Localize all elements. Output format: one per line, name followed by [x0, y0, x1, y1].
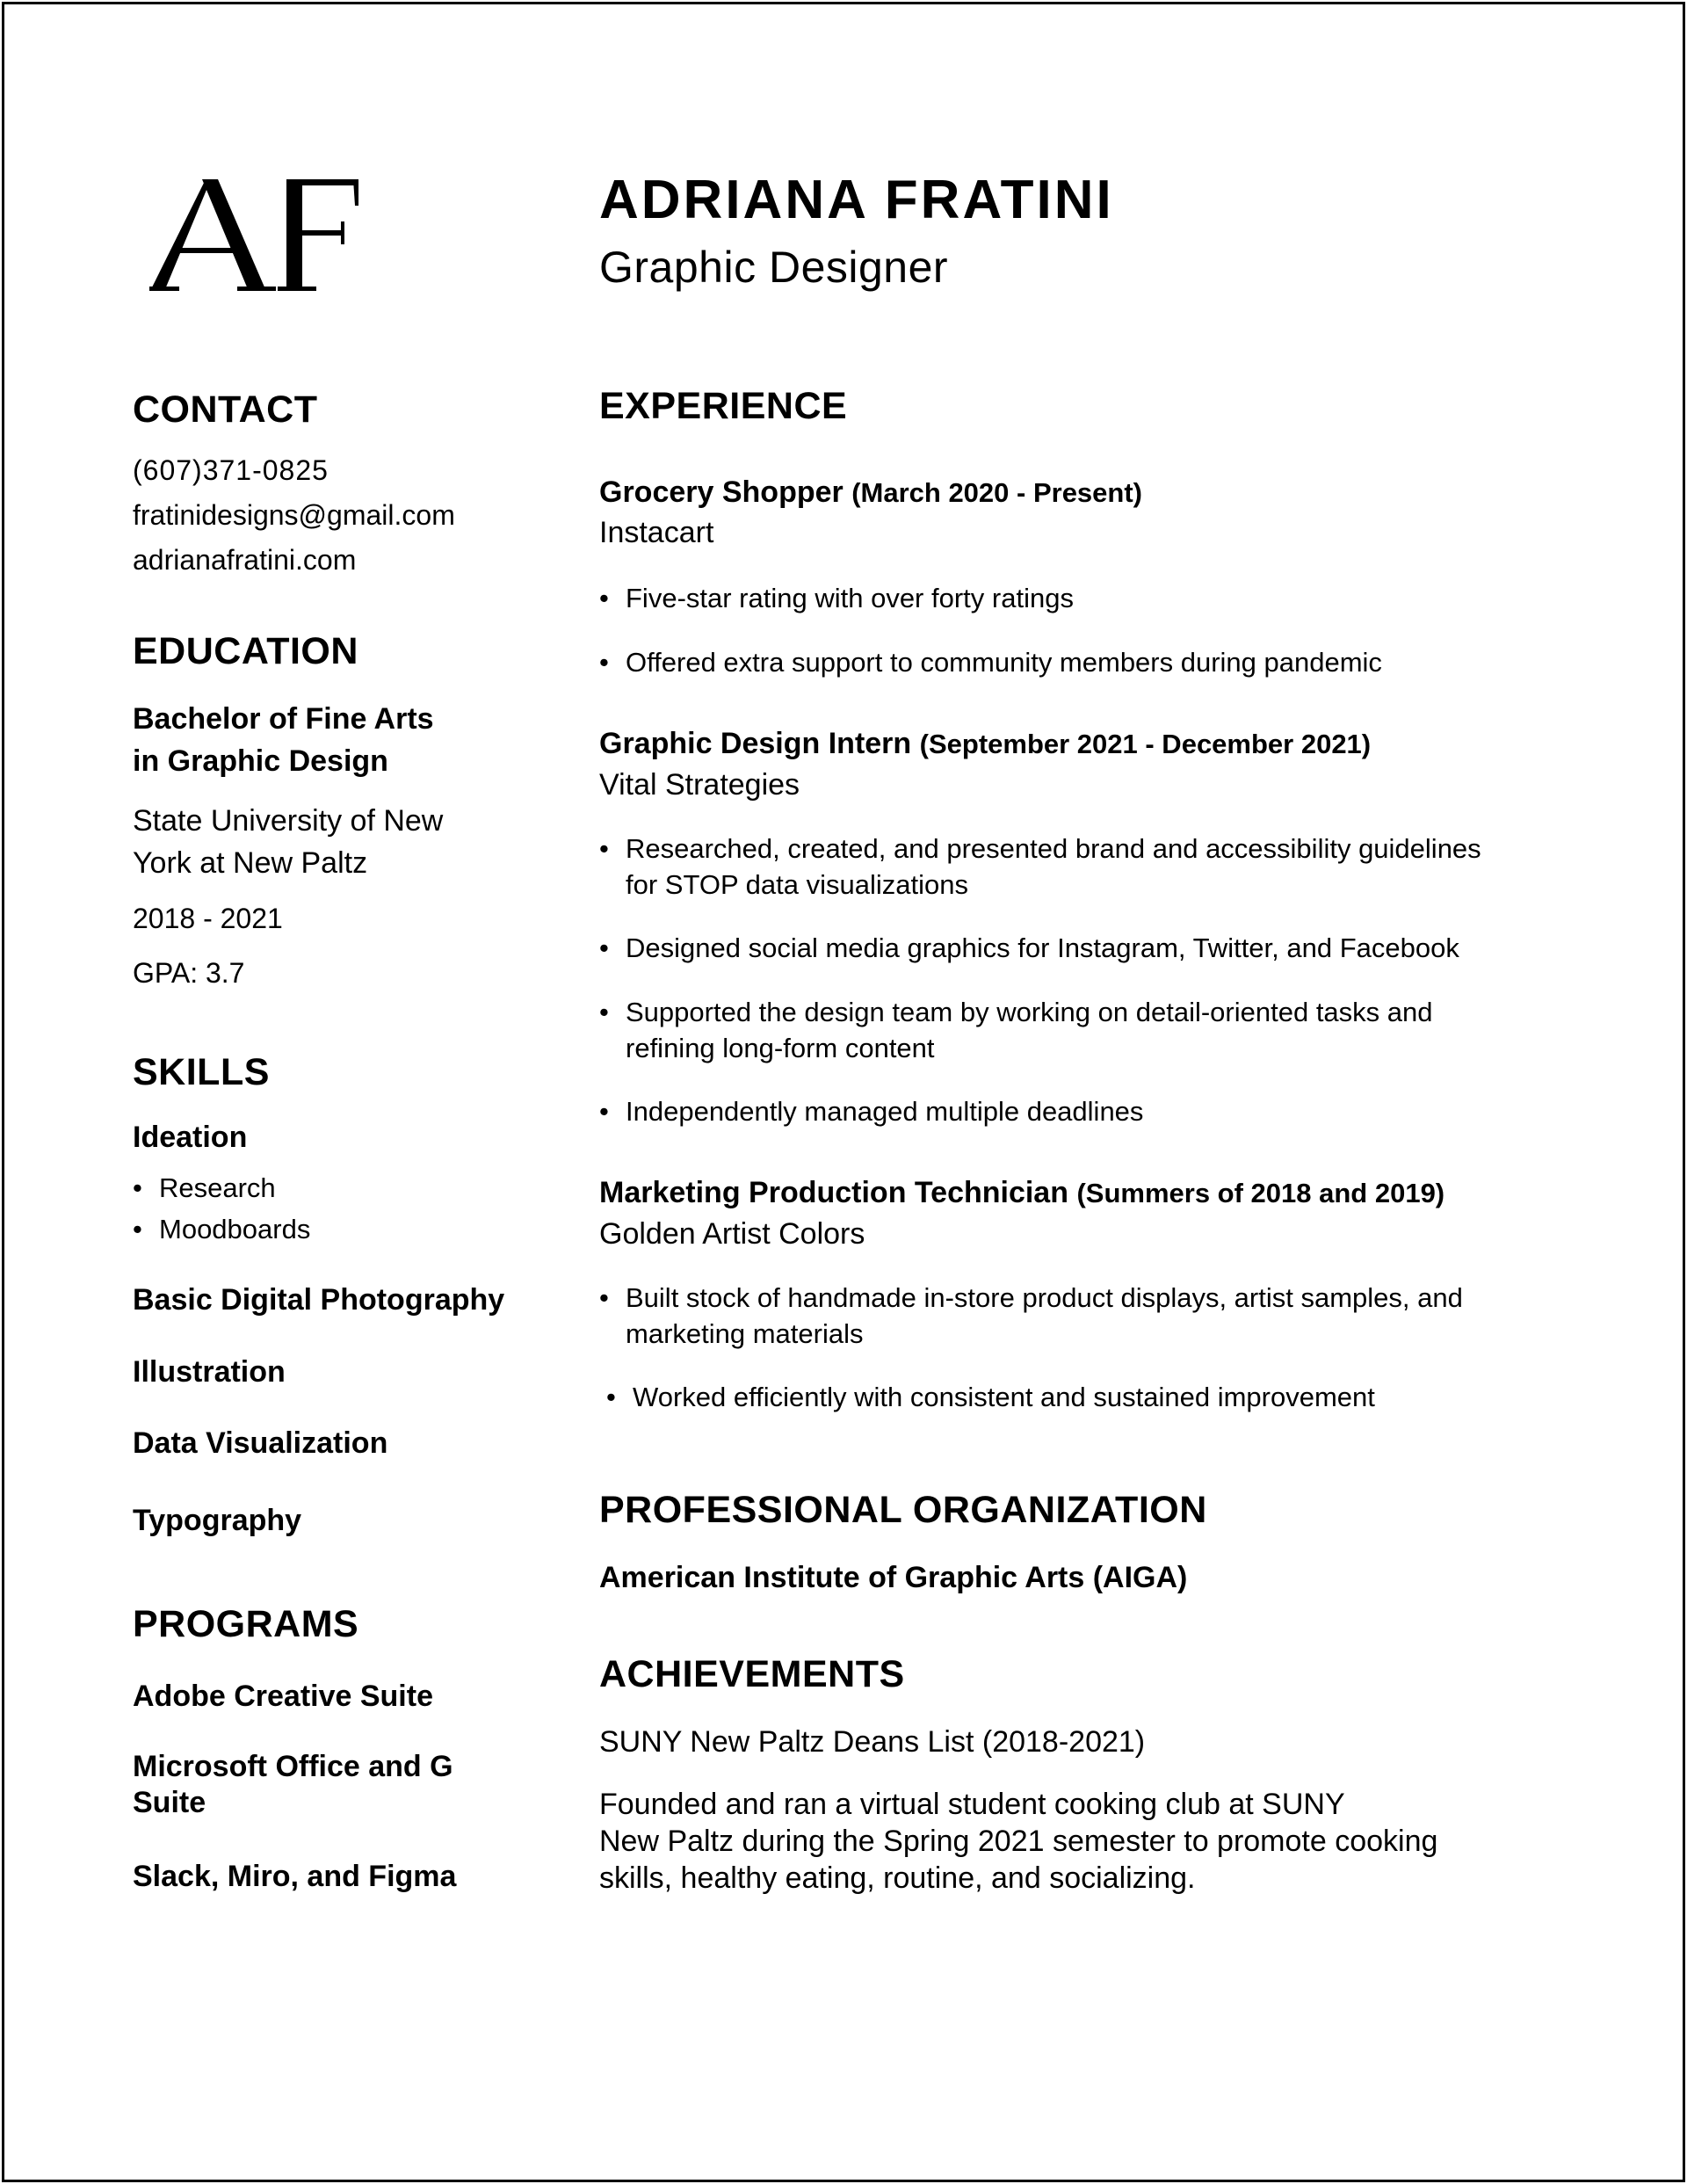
organization-name: American Institute of Graphic Arts (AIGA) [599, 1561, 1188, 1594]
achievement-item-line1: Founded and ran a virtual student cooking club at SUNY [599, 1788, 1345, 1821]
program-item-line1: Microsoft Office and G [133, 1750, 453, 1783]
achievement-item: SUNY New Paltz Deans List (2018-2021) [599, 1725, 1146, 1759]
contact-website: adrianafratini.com [133, 544, 357, 576]
job-company: Vital Strategies [599, 768, 800, 802]
education-school-line1: State University of New [133, 804, 444, 838]
job-bullet: • Designed social media graphics for Instagram, Twitter, and Facebook [599, 932, 1459, 963]
job-bullet: • Researched, created, and presented brand and accessibility guidelines for STOP data visualizations [599, 833, 1481, 900]
program-item-line2: Suite [133, 1786, 206, 1819]
job-company: Golden Artist Colors [599, 1217, 865, 1251]
experience-heading: EXPERIENCE [599, 385, 848, 427]
job-company: Instacart [599, 516, 714, 549]
program-item: Adobe Creative Suite [133, 1680, 433, 1713]
contact-phone: (607)371-0825 [133, 454, 329, 486]
achievement-item-line2: New Paltz during the Spring 2021 semester to promote cooking [599, 1825, 1438, 1858]
job-title: Graphic Design Intern (September 2021 - December 2021) [599, 727, 1372, 760]
job-bullet: • Five-star rating with over forty ratings [599, 583, 1074, 613]
education-school-line2: York at New Paltz [133, 846, 368, 880]
job-bullet: • Supported the design team by working on detail-oriented tasks and refining long-form content [599, 997, 1433, 1063]
program-item: Slack, Miro, and Figma [133, 1860, 457, 1893]
candidate-title: Graphic Designer [599, 243, 949, 292]
candidate-name: ADRIANA FRATINI [599, 170, 1114, 230]
skill-item: Data Visualization [133, 1426, 388, 1460]
education-gpa: GPA: 3.7 [133, 957, 245, 989]
skill-item: Basic Digital Photography [133, 1283, 505, 1317]
skill-ideation: Ideation [133, 1121, 248, 1154]
skill-ideation-item: • Moodboards [133, 1214, 311, 1244]
job-bullet: • Built stock of handmade in-store product displays, artist samples, and marketing materials [599, 1282, 1463, 1349]
skill-item: Illustration [133, 1355, 286, 1389]
organization-heading: PROFESSIONAL ORGANIZATION [599, 1489, 1207, 1531]
skills-heading: SKILLS [133, 1051, 270, 1093]
achievements-heading: ACHIEVEMENTS [599, 1653, 905, 1695]
contact-heading: CONTACT [133, 388, 318, 431]
education-heading: EDUCATION [133, 630, 358, 672]
job-bullet: • Worked efficiently with consistent and sustained improvement [606, 1382, 1375, 1412]
af-monogram-logo [149, 172, 360, 291]
programs-heading: PROGRAMS [133, 1603, 359, 1645]
skill-ideation-item: • Research [133, 1172, 276, 1203]
education-degree-line2: in Graphic Design [133, 744, 388, 778]
education-degree-line1: Bachelor of Fine Arts [133, 702, 434, 736]
skill-item: Typography [133, 1504, 302, 1537]
job-title: Marketing Production Technician (Summers of 2018 and 2019) [599, 1176, 1445, 1209]
education-years: 2018 - 2021 [133, 903, 283, 934]
job-bullet: • Independently managed multiple deadlines [599, 1096, 1144, 1127]
contact-email: fratinidesigns@gmail.com [133, 499, 455, 531]
job-bullet: • Offered extra support to community members during pandemic [599, 647, 1382, 678]
job-title: Grocery Shopper (March 2020 - Present) [599, 475, 1143, 509]
achievement-item-line3: skills, healthy eating, routine, and socializing. [599, 1861, 1196, 1895]
